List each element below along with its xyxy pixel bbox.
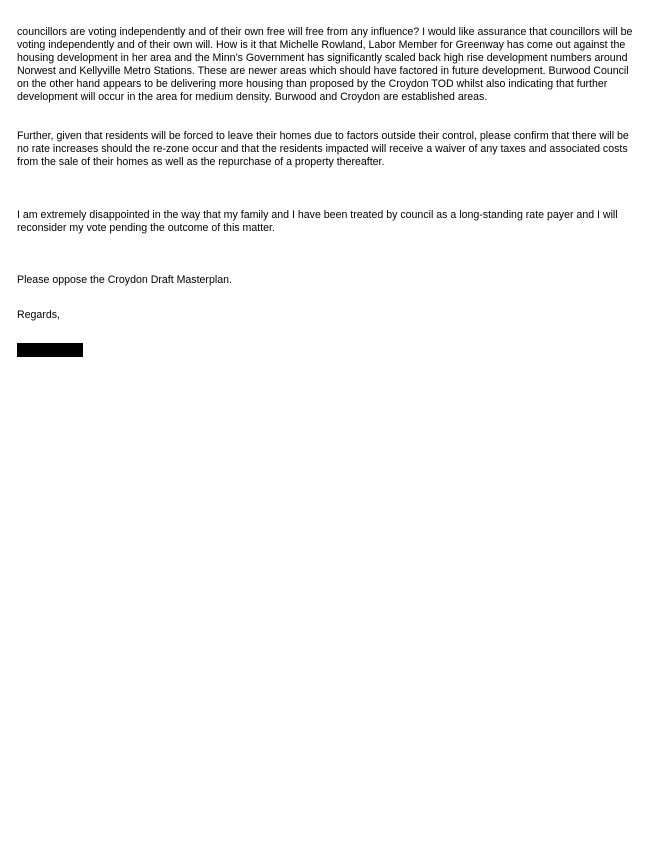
paragraph-oppose-masterplan: Please oppose the Croydon Draft Masterplan. bbox=[17, 274, 232, 286]
sign-off: Regards, bbox=[17, 309, 60, 321]
paragraph-rate-increases: Further, given that residents will be forced to leave their homes due to factors outside their control, please confirm that there will be no rate increases should the re-zone occur and that the residents impacted will receive a waiver of any taxes and associated costs from the sale of their homes as well as the repurchase of a property thereafter. bbox=[17, 130, 629, 168]
paragraph-disappointment: I am extremely disappointed in the way that my family and I have been treated by council as a long-standing rate payer and I will reconsider my vote pending the outcome of this matter. bbox=[17, 209, 618, 234]
letter-body bbox=[17, 26, 641, 322]
redacted-signature-block bbox=[17, 343, 83, 357]
paragraph-councillors-independence: councillors are voting independently and of their own free will free from any influence? I would like assurance that councillors will be voting independently and of their own will. How is it that Michelle Rowland, Labor Member for Greenway has come out against the housing development in her area and the Minn’s Government has significantly scaled back high rise development numbers around Norwest and Kellyville Metro Stations. These are newer areas which should have factored in future development. Burwood Council on the other hand appears to be delivering more housing than proposed by the Croydon TOD whilst also indicating that further development will occur in the area for medium density. Burwood and Croydon are established areas. bbox=[17, 26, 633, 103]
